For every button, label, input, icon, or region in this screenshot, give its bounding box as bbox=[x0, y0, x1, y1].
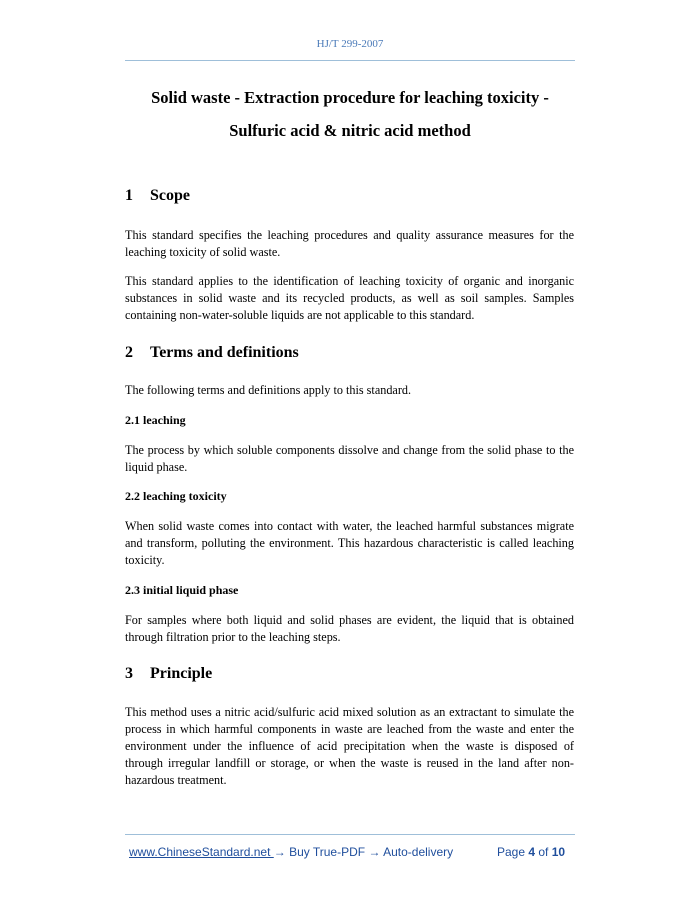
website-link[interactable]: www.ChineseStandard.net bbox=[129, 845, 274, 859]
current-page-number: 4 bbox=[528, 845, 536, 859]
page-label: Page bbox=[497, 845, 529, 859]
section-heading-principle bbox=[125, 665, 575, 683]
term-definition-initial-liquid-phase: For samples where both liquid and solid phases are evident, the liquid that is obtained through filtration prior to the leaching steps. bbox=[125, 613, 574, 644]
section-number: 2 bbox=[125, 344, 133, 361]
section-number: 3 bbox=[125, 665, 133, 682]
page-indicator bbox=[497, 845, 565, 859]
principle-paragraph: This method uses a nitric acid/sulfuric acid mixed solution as an extractant to simulate the process in which harmful components in waste are leached from the waste and enter the environment under the influence of acid precipitation when the waste is disposed of through irregular landfill or storage, or when the waste is reused in the land after non-hazardous treatment. bbox=[125, 705, 574, 787]
term-definition-leaching-toxicity: When solid waste comes into contact with water, the leached harmful substances migrate and transform, polluting the environment. This hazardous characteristic is called leaching toxicity. bbox=[125, 519, 574, 567]
document-title-line-1: Solid waste - Extraction procedure for leaching toxicity - bbox=[151, 88, 549, 107]
header-divider bbox=[125, 60, 575, 61]
document-title-line-2: Sulfuric acid & nitric acid method bbox=[229, 121, 471, 140]
standard-code-header: HJ/T 299-2007 bbox=[316, 38, 384, 50]
term-heading-leaching-toxicity: 2.2 leaching toxicity bbox=[125, 489, 227, 503]
footer-promo bbox=[129, 845, 453, 859]
term-heading-leaching: 2.1 leaching bbox=[125, 413, 186, 427]
buy-pdf-text: Buy True-PDF bbox=[285, 845, 369, 859]
section-title: Scope bbox=[150, 187, 190, 204]
section-heading-scope bbox=[125, 187, 575, 205]
term-heading-initial-liquid-phase: 2.3 initial liquid phase bbox=[125, 583, 239, 597]
term-definition-leaching: The process by which soluble components dissolve and change from the solid phase to the liquid phase. bbox=[125, 443, 574, 474]
section-heading-terms bbox=[125, 344, 575, 362]
arrow-right-icon: → bbox=[273, 845, 286, 859]
section-number: 1 bbox=[125, 187, 133, 204]
section-title: Terms and definitions bbox=[150, 344, 299, 361]
auto-delivery-text: Auto-delivery bbox=[380, 845, 454, 859]
footer-divider bbox=[125, 834, 575, 835]
section-title: Principle bbox=[150, 665, 213, 682]
scope-paragraph-2: This standard applies to the identification of leaching toxicity of organic and inorganic substances in solid waste and its recycled products, as well as soil samples. Samples containing non-water-soluble liquids are not applicable to this standard. bbox=[125, 274, 574, 322]
total-pages-number: 10 bbox=[551, 845, 566, 859]
arrow-right-icon: → bbox=[368, 845, 381, 859]
terms-intro: The following terms and definitions apply to this standard. bbox=[125, 383, 412, 397]
scope-paragraph-1: This standard specifies the leaching procedures and quality assurance measures for the leaching toxicity of solid waste. bbox=[125, 228, 574, 259]
page-of-label: of bbox=[535, 845, 552, 859]
